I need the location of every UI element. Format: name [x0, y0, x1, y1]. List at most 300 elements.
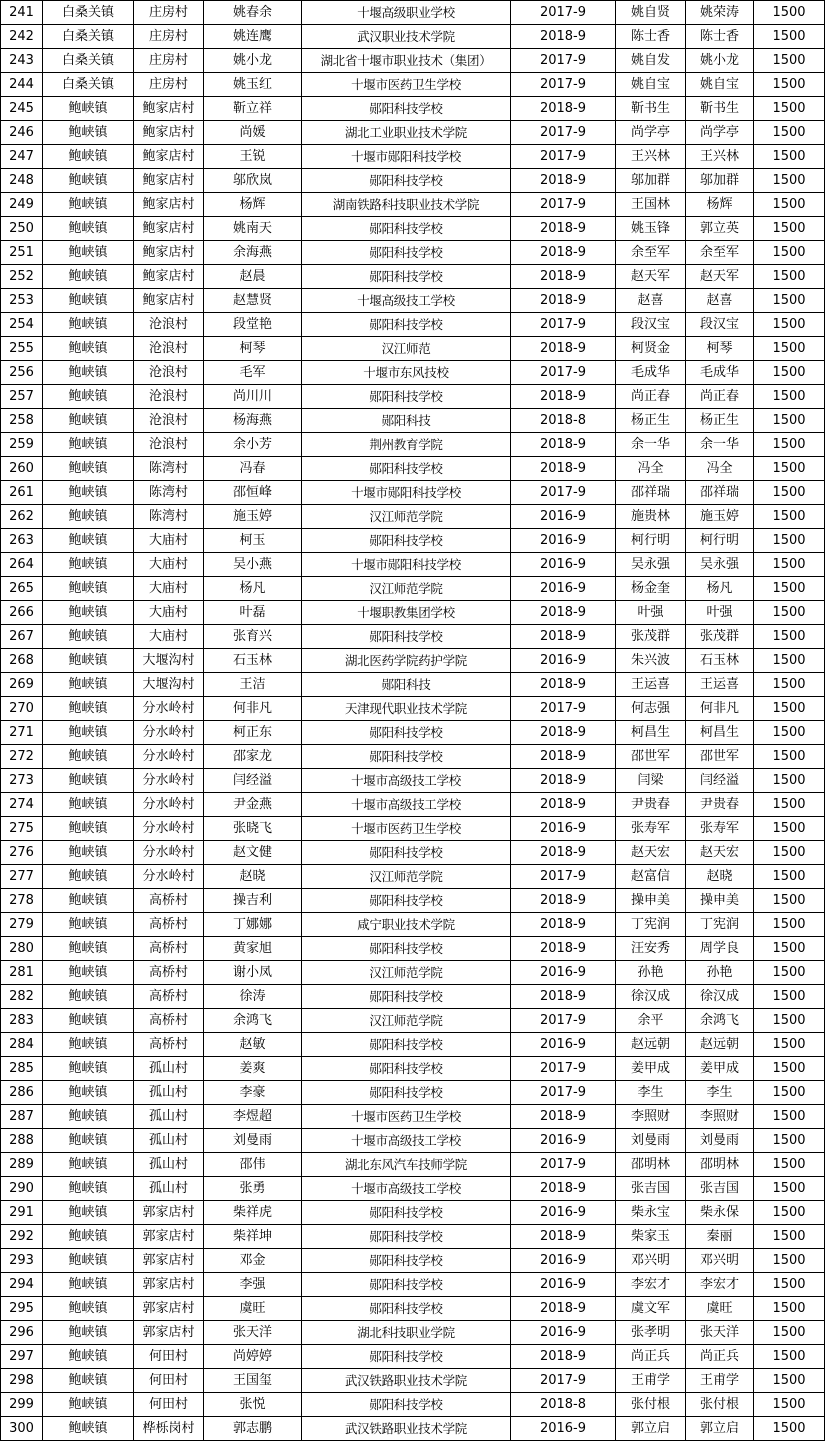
town-cell: 鲍峡镇 [43, 1417, 134, 1441]
village-cell: 高桥村 [134, 889, 204, 913]
student-name-cell: 柴祥坤 [204, 1225, 302, 1249]
amount-cell: 1500 [754, 721, 825, 745]
recipient-cell: 冯全 [686, 457, 754, 481]
row-number: 252 [1, 265, 43, 289]
recipient-cell: 邬加群 [686, 169, 754, 193]
student-name-cell: 操吉利 [204, 889, 302, 913]
row-number: 260 [1, 457, 43, 481]
recipient-cell: 尚正兵 [686, 1345, 754, 1369]
row-number: 265 [1, 577, 43, 601]
householder-cell: 尚正兵 [616, 1345, 686, 1369]
school-cell: 郧阳科技学校 [302, 265, 511, 289]
village-cell: 庄房村 [134, 25, 204, 49]
table-row [1, 985, 825, 1009]
table-row [1, 1297, 825, 1321]
village-cell: 高桥村 [134, 1009, 204, 1033]
row-number: 281 [1, 961, 43, 985]
school-cell: 郧阳科技 [302, 409, 511, 433]
student-name-cell: 李豪 [204, 1081, 302, 1105]
village-cell: 孤山村 [134, 1129, 204, 1153]
table-row [1, 313, 825, 337]
householder-cell: 邓兴明 [616, 1249, 686, 1273]
student-name-cell: 邵家龙 [204, 745, 302, 769]
enroll-date-cell: 2018-9 [511, 601, 616, 625]
row-number: 289 [1, 1153, 43, 1177]
row-number: 274 [1, 793, 43, 817]
student-name-cell: 邵伟 [204, 1153, 302, 1177]
school-cell: 汉江师范 [302, 337, 511, 361]
table-row [1, 841, 825, 865]
amount-cell: 1500 [754, 337, 825, 361]
enroll-date-cell: 2017-9 [511, 1009, 616, 1033]
village-cell: 孤山村 [134, 1177, 204, 1201]
student-name-cell: 尚川川 [204, 385, 302, 409]
householder-cell: 尚学亭 [616, 121, 686, 145]
school-cell: 郧阳科技学校 [302, 1393, 511, 1417]
row-number: 282 [1, 985, 43, 1009]
village-cell: 庄房村 [134, 73, 204, 97]
student-name-cell: 闫经溢 [204, 769, 302, 793]
row-number: 259 [1, 433, 43, 457]
table-row [1, 481, 825, 505]
student-name-cell: 谢小凤 [204, 961, 302, 985]
village-cell: 郭家店村 [134, 1201, 204, 1225]
student-name-cell: 赵慧贤 [204, 289, 302, 313]
row-number: 270 [1, 697, 43, 721]
town-cell: 鲍峡镇 [43, 1153, 134, 1177]
table-row [1, 361, 825, 385]
student-name-cell: 邵恒峰 [204, 481, 302, 505]
recipient-cell: 郭立英 [686, 217, 754, 241]
enroll-date-cell: 2016-9 [511, 817, 616, 841]
school-cell: 湖北省十堰市职业技术（集团） [302, 49, 511, 73]
town-cell: 鲍峡镇 [43, 793, 134, 817]
school-cell: 十堰市医药卫生学校 [302, 817, 511, 841]
town-cell: 鲍峡镇 [43, 1057, 134, 1081]
amount-cell: 1500 [754, 385, 825, 409]
town-cell: 鲍峡镇 [43, 1081, 134, 1105]
village-cell: 大庙村 [134, 625, 204, 649]
town-cell: 鲍峡镇 [43, 289, 134, 313]
householder-cell: 刘曼雨 [616, 1129, 686, 1153]
school-cell: 十堰市东风技校 [302, 361, 511, 385]
town-cell: 鲍峡镇 [43, 361, 134, 385]
town-cell: 鲍峡镇 [43, 217, 134, 241]
school-cell: 郧阳科技学校 [302, 1345, 511, 1369]
enroll-date-cell: 2018-9 [511, 337, 616, 361]
householder-cell: 徐汉成 [616, 985, 686, 1009]
village-cell: 郭家店村 [134, 1249, 204, 1273]
amount-cell: 1500 [754, 1, 825, 25]
row-number: 275 [1, 817, 43, 841]
recipient-cell: 李照财 [686, 1105, 754, 1129]
row-number: 286 [1, 1081, 43, 1105]
enroll-date-cell: 2018-9 [511, 673, 616, 697]
amount-cell: 1500 [754, 913, 825, 937]
recipient-cell: 柯行明 [686, 529, 754, 553]
table-row [1, 673, 825, 697]
student-name-cell: 余鸿飞 [204, 1009, 302, 1033]
village-cell: 高桥村 [134, 937, 204, 961]
village-cell: 孤山村 [134, 1153, 204, 1177]
table-row [1, 553, 825, 577]
town-cell: 鲍峡镇 [43, 721, 134, 745]
householder-cell: 李宏才 [616, 1273, 686, 1297]
school-cell: 郧阳科技学校 [302, 97, 511, 121]
town-cell: 鲍峡镇 [43, 841, 134, 865]
householder-cell: 张吉国 [616, 1177, 686, 1201]
school-cell: 十堰市高级技工学校 [302, 1177, 511, 1201]
table-row [1, 937, 825, 961]
row-number: 277 [1, 865, 43, 889]
enroll-date-cell: 2018-9 [511, 1177, 616, 1201]
row-number: 290 [1, 1177, 43, 1201]
recipient-cell: 张茂群 [686, 625, 754, 649]
table-row [1, 961, 825, 985]
row-number: 246 [1, 121, 43, 145]
row-number: 278 [1, 889, 43, 913]
amount-cell: 1500 [754, 481, 825, 505]
table-row [1, 1129, 825, 1153]
table-row [1, 697, 825, 721]
householder-cell: 何志强 [616, 697, 686, 721]
recipient-cell: 姜甲成 [686, 1057, 754, 1081]
amount-cell: 1500 [754, 505, 825, 529]
amount-cell: 1500 [754, 1249, 825, 1273]
school-cell: 咸宁职业技术学院 [302, 913, 511, 937]
row-number: 255 [1, 337, 43, 361]
town-cell: 鲍峡镇 [43, 1201, 134, 1225]
village-cell: 高桥村 [134, 913, 204, 937]
householder-cell: 柴永宝 [616, 1201, 686, 1225]
amount-cell: 1500 [754, 1153, 825, 1177]
enroll-date-cell: 2017-9 [511, 1081, 616, 1105]
recipient-cell: 李生 [686, 1081, 754, 1105]
town-cell: 鲍峡镇 [43, 145, 134, 169]
enroll-date-cell: 2018-9 [511, 217, 616, 241]
amount-cell: 1500 [754, 1369, 825, 1393]
enroll-date-cell: 2018-9 [511, 625, 616, 649]
student-name-cell: 尹金燕 [204, 793, 302, 817]
village-cell: 郭家店村 [134, 1321, 204, 1345]
table-row [1, 577, 825, 601]
town-cell: 鲍峡镇 [43, 985, 134, 1009]
village-cell: 沧浪村 [134, 361, 204, 385]
enroll-date-cell: 2017-9 [511, 121, 616, 145]
student-name-cell: 叶磊 [204, 601, 302, 625]
town-cell: 鲍峡镇 [43, 169, 134, 193]
householder-cell: 尹贵春 [616, 793, 686, 817]
school-cell: 汉江师范学院 [302, 865, 511, 889]
enroll-date-cell: 2018-9 [511, 433, 616, 457]
town-cell: 鲍峡镇 [43, 193, 134, 217]
householder-cell: 邵明林 [616, 1153, 686, 1177]
table-row [1, 73, 825, 97]
amount-cell: 1500 [754, 1177, 825, 1201]
recipient-cell: 柯昌生 [686, 721, 754, 745]
recipient-cell: 姚自宝 [686, 73, 754, 97]
amount-cell: 1500 [754, 841, 825, 865]
table-row [1, 433, 825, 457]
village-cell: 陈湾村 [134, 457, 204, 481]
row-number: 266 [1, 601, 43, 625]
enroll-date-cell: 2016-9 [511, 1129, 616, 1153]
householder-cell: 孙艳 [616, 961, 686, 985]
enroll-date-cell: 2016-9 [511, 1201, 616, 1225]
enroll-date-cell: 2018-9 [511, 889, 616, 913]
amount-cell: 1500 [754, 625, 825, 649]
householder-cell: 王兴林 [616, 145, 686, 169]
school-cell: 郧阳科技学校 [302, 1201, 511, 1225]
student-name-cell: 柴祥虎 [204, 1201, 302, 1225]
amount-cell: 1500 [754, 457, 825, 481]
school-cell: 荆州教育学院 [302, 433, 511, 457]
householder-cell: 柯贤金 [616, 337, 686, 361]
table-row [1, 649, 825, 673]
village-cell: 鲍家店村 [134, 145, 204, 169]
village-cell: 鲍家店村 [134, 97, 204, 121]
table-row [1, 1417, 825, 1441]
enroll-date-cell: 2018-9 [511, 385, 616, 409]
householder-cell: 余一华 [616, 433, 686, 457]
town-cell: 鲍峡镇 [43, 385, 134, 409]
school-cell: 郧阳科技学校 [302, 241, 511, 265]
school-cell: 郧阳科技学校 [302, 1273, 511, 1297]
amount-cell: 1500 [754, 937, 825, 961]
town-cell: 白桑关镇 [43, 25, 134, 49]
town-cell: 鲍峡镇 [43, 337, 134, 361]
recipient-cell: 操申美 [686, 889, 754, 913]
school-cell: 十堰市医药卫生学校 [302, 1105, 511, 1129]
householder-cell: 李照财 [616, 1105, 686, 1129]
row-number: 242 [1, 25, 43, 49]
recipient-cell: 邵世军 [686, 745, 754, 769]
village-cell: 郭家店村 [134, 1273, 204, 1297]
recipient-cell: 王运喜 [686, 673, 754, 697]
householder-cell: 邵世军 [616, 745, 686, 769]
town-cell: 鲍峡镇 [43, 1345, 134, 1369]
amount-cell: 1500 [754, 1129, 825, 1153]
table-row [1, 529, 825, 553]
enroll-date-cell: 2018-9 [511, 985, 616, 1009]
town-cell: 鲍峡镇 [43, 865, 134, 889]
amount-cell: 1500 [754, 673, 825, 697]
student-name-cell: 刘曼雨 [204, 1129, 302, 1153]
amount-cell: 1500 [754, 1297, 825, 1321]
school-cell: 十堰职教集团学校 [302, 601, 511, 625]
enroll-date-cell: 2017-9 [511, 73, 616, 97]
row-number: 297 [1, 1345, 43, 1369]
recipient-cell: 杨凡 [686, 577, 754, 601]
table-row [1, 505, 825, 529]
town-cell: 鲍峡镇 [43, 1225, 134, 1249]
village-cell: 大庙村 [134, 529, 204, 553]
school-cell: 十堰市郧阳科技学校 [302, 553, 511, 577]
student-name-cell: 赵敏 [204, 1033, 302, 1057]
table-row [1, 889, 825, 913]
householder-cell: 杨正生 [616, 409, 686, 433]
householder-cell: 施贵林 [616, 505, 686, 529]
recipient-cell: 虞旺 [686, 1297, 754, 1321]
householder-cell: 尚正春 [616, 385, 686, 409]
student-name-cell: 李煜超 [204, 1105, 302, 1129]
recipient-cell: 施玉婷 [686, 505, 754, 529]
recipient-cell: 姚荣涛 [686, 1, 754, 25]
town-cell: 鲍峡镇 [43, 889, 134, 913]
amount-cell: 1500 [754, 1105, 825, 1129]
enroll-date-cell: 2017-9 [511, 1153, 616, 1177]
recipient-cell: 赵晓 [686, 865, 754, 889]
householder-cell: 虞文军 [616, 1297, 686, 1321]
row-number: 257 [1, 385, 43, 409]
table-row [1, 193, 825, 217]
amount-cell: 1500 [754, 1273, 825, 1297]
table-row [1, 385, 825, 409]
row-number: 276 [1, 841, 43, 865]
recipient-cell: 郭立启 [686, 1417, 754, 1441]
village-cell: 何田村 [134, 1345, 204, 1369]
student-name-cell: 尚婷婷 [204, 1345, 302, 1369]
row-number: 251 [1, 241, 43, 265]
enroll-date-cell: 2017-9 [511, 1057, 616, 1081]
enroll-date-cell: 2016-9 [511, 1273, 616, 1297]
village-cell: 孤山村 [134, 1105, 204, 1129]
enroll-date-cell: 2018-9 [511, 457, 616, 481]
amount-cell: 1500 [754, 433, 825, 457]
row-number: 269 [1, 673, 43, 697]
enroll-date-cell: 2018-8 [511, 1393, 616, 1417]
row-number: 248 [1, 169, 43, 193]
householder-cell: 赵天军 [616, 265, 686, 289]
student-name-cell: 姚连鹰 [204, 25, 302, 49]
recipient-cell: 何非凡 [686, 697, 754, 721]
enroll-date-cell: 2018-9 [511, 25, 616, 49]
householder-cell: 汪安秀 [616, 937, 686, 961]
amount-cell: 1500 [754, 1345, 825, 1369]
enroll-date-cell: 2016-9 [511, 1417, 616, 1441]
row-number: 258 [1, 409, 43, 433]
school-cell: 十堰高级技工学校 [302, 289, 511, 313]
school-cell: 天津现代职业技术学院 [302, 697, 511, 721]
village-cell: 鲍家店村 [134, 241, 204, 265]
amount-cell: 1500 [754, 817, 825, 841]
enroll-date-cell: 2017-9 [511, 145, 616, 169]
town-cell: 白桑关镇 [43, 1, 134, 25]
village-cell: 何田村 [134, 1393, 204, 1417]
householder-cell: 段汉宝 [616, 313, 686, 337]
school-cell: 郧阳科技学校 [302, 721, 511, 745]
amount-cell: 1500 [754, 289, 825, 313]
school-cell: 汉江师范学院 [302, 577, 511, 601]
school-cell: 郧阳科技学校 [302, 1081, 511, 1105]
village-cell: 分水岭村 [134, 817, 204, 841]
amount-cell: 1500 [754, 889, 825, 913]
table-body [1, 1, 825, 1441]
village-cell: 桦栎岗村 [134, 1417, 204, 1441]
town-cell: 鲍峡镇 [43, 433, 134, 457]
row-number: 296 [1, 1321, 43, 1345]
student-name-cell: 王国玺 [204, 1369, 302, 1393]
enroll-date-cell: 2018-9 [511, 1345, 616, 1369]
table-row [1, 721, 825, 745]
householder-cell: 柯昌生 [616, 721, 686, 745]
town-cell: 鲍峡镇 [43, 241, 134, 265]
amount-cell: 1500 [754, 1033, 825, 1057]
householder-cell: 柯行明 [616, 529, 686, 553]
town-cell: 鲍峡镇 [43, 481, 134, 505]
school-cell: 郧阳科技学校 [302, 745, 511, 769]
student-name-cell: 张天洋 [204, 1321, 302, 1345]
enroll-date-cell: 2016-9 [511, 577, 616, 601]
householder-cell: 邵祥瑞 [616, 481, 686, 505]
table-row [1, 601, 825, 625]
town-cell: 鲍峡镇 [43, 937, 134, 961]
householder-cell: 郭立启 [616, 1417, 686, 1441]
student-name-cell: 尚媛 [204, 121, 302, 145]
enroll-date-cell: 2017-9 [511, 361, 616, 385]
student-name-cell: 姚小龙 [204, 49, 302, 73]
recipient-cell: 王兴林 [686, 145, 754, 169]
enroll-date-cell: 2017-9 [511, 1369, 616, 1393]
student-name-cell: 姚春余 [204, 1, 302, 25]
school-cell: 郧阳科技学校 [302, 889, 511, 913]
householder-cell: 张寿军 [616, 817, 686, 841]
town-cell: 鲍峡镇 [43, 1009, 134, 1033]
student-name-cell: 柯琴 [204, 337, 302, 361]
amount-cell: 1500 [754, 1057, 825, 1081]
householder-cell: 王国林 [616, 193, 686, 217]
town-cell: 鲍峡镇 [43, 1369, 134, 1393]
householder-cell: 余平 [616, 1009, 686, 1033]
student-name-cell: 冯春 [204, 457, 302, 481]
village-cell: 大堰沟村 [134, 649, 204, 673]
school-cell: 汉江师范学院 [302, 1009, 511, 1033]
school-cell: 十堰市郧阳科技学校 [302, 481, 511, 505]
amount-cell: 1500 [754, 145, 825, 169]
town-cell: 鲍峡镇 [43, 1321, 134, 1345]
enroll-date-cell: 2018-9 [511, 841, 616, 865]
enroll-date-cell: 2017-9 [511, 49, 616, 73]
amount-cell: 1500 [754, 97, 825, 121]
town-cell: 鲍峡镇 [43, 1297, 134, 1321]
amount-cell: 1500 [754, 73, 825, 97]
row-number: 244 [1, 73, 43, 97]
table-row [1, 241, 825, 265]
town-cell: 鲍峡镇 [43, 1105, 134, 1129]
town-cell: 鲍峡镇 [43, 313, 134, 337]
row-number: 250 [1, 217, 43, 241]
town-cell: 鲍峡镇 [43, 553, 134, 577]
householder-cell: 靳书生 [616, 97, 686, 121]
student-name-cell: 张悦 [204, 1393, 302, 1417]
student-name-cell: 段堂艳 [204, 313, 302, 337]
town-cell: 鲍峡镇 [43, 625, 134, 649]
village-cell: 分水岭村 [134, 865, 204, 889]
row-number: 267 [1, 625, 43, 649]
recipient-cell: 尚正春 [686, 385, 754, 409]
town-cell: 鲍峡镇 [43, 457, 134, 481]
student-name-cell: 杨海燕 [204, 409, 302, 433]
town-cell: 鲍峡镇 [43, 265, 134, 289]
enroll-date-cell: 2018-9 [511, 1105, 616, 1129]
row-number: 295 [1, 1297, 43, 1321]
amount-cell: 1500 [754, 697, 825, 721]
recipient-cell: 张寿军 [686, 817, 754, 841]
amount-cell: 1500 [754, 1081, 825, 1105]
school-cell: 郧阳科技学校 [302, 1225, 511, 1249]
recipient-cell: 余一华 [686, 433, 754, 457]
village-cell: 鲍家店村 [134, 193, 204, 217]
